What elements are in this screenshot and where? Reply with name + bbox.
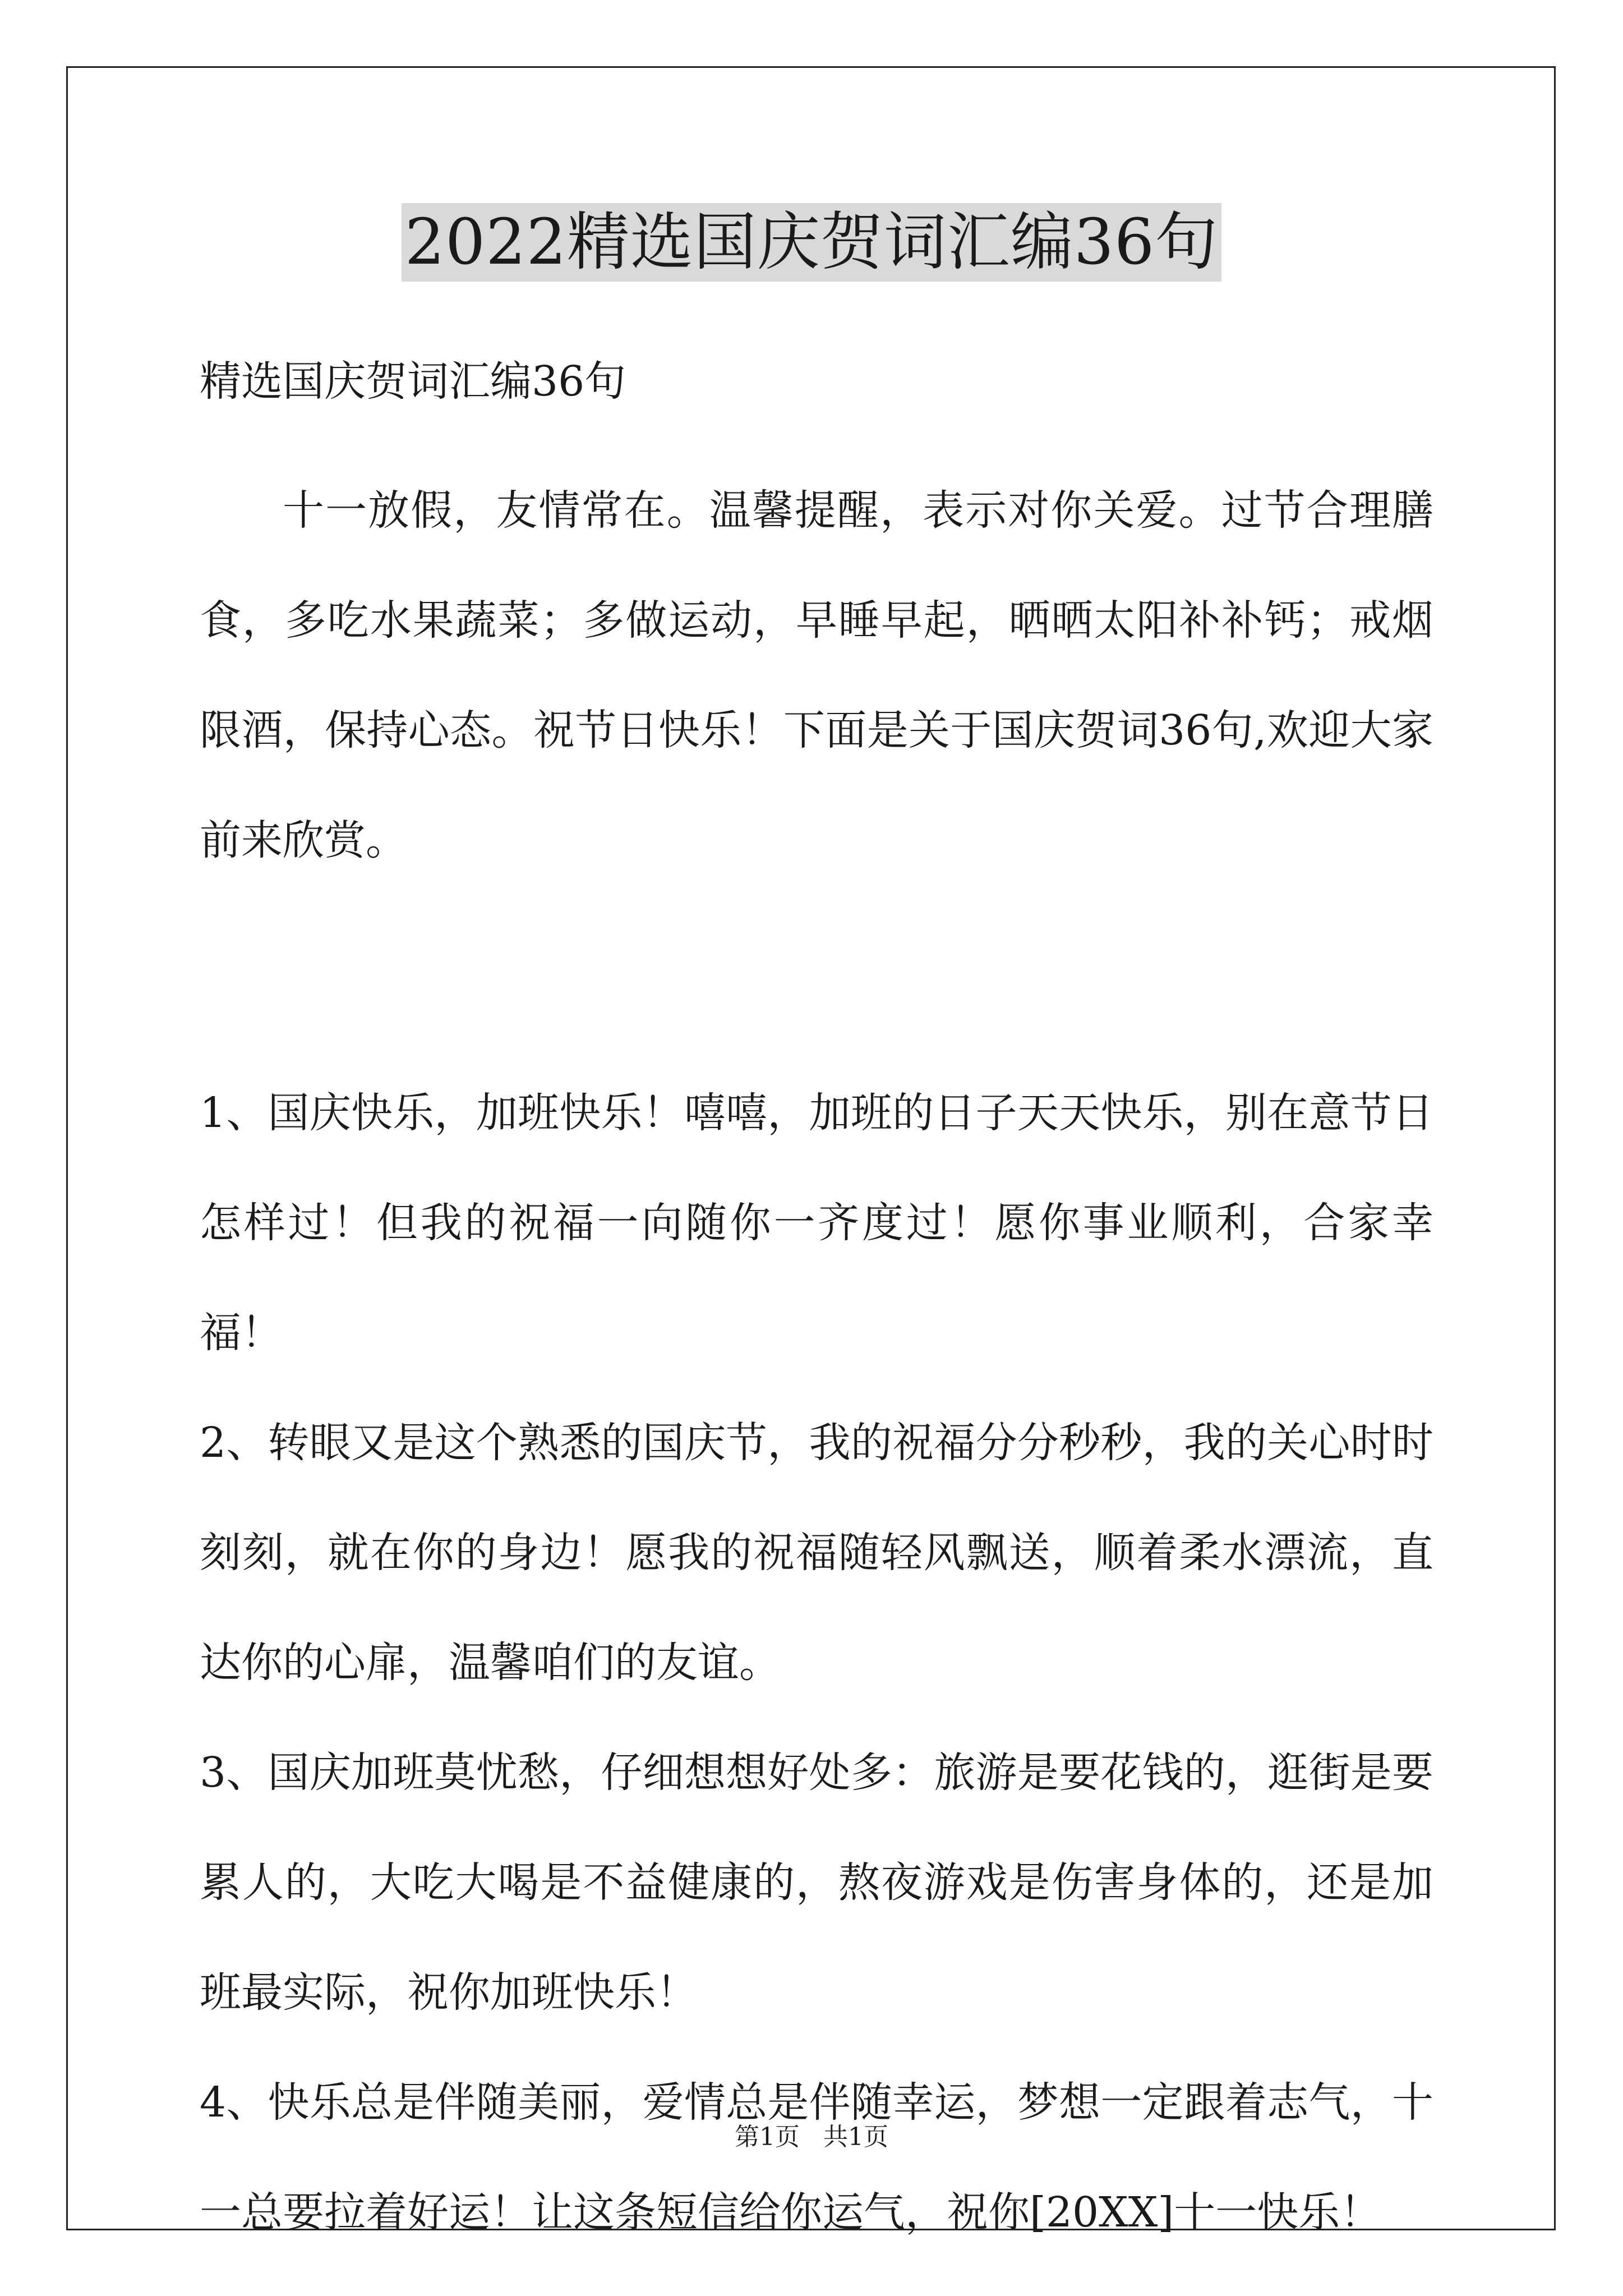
page-footer: 第1页 共1页 <box>735 2123 888 2151</box>
greeting-item-1: 1、国庆快乐，加班快乐！嘻嘻，加班的日子天天快乐，别在意节日怎样过！但我的祝福一向随你一齐度过！愿你事业顺利，合家幸福！ <box>200 1089 1433 1357</box>
greeting-item-2: 2、转眼又是这个熟悉的国庆节，我的祝福分分秒秒，我的关心时时刻刻，就在你的身边！愿我的祝福随轻风飘送，顺着柔水漂流，直达你的心扉，温馨咱们的友谊。 <box>200 1419 1433 1687</box>
document-body <box>200 348 1433 2267</box>
greeting-item-3: 3、国庆加班莫忧愁，仔细想想好处多：旅游是要花钱的，逛街是要累人的，大吃大喝是不益健康的，熬夜游戏是伤害身体的，还是加班最实际，祝你加班快乐！ <box>200 1749 1433 2017</box>
document-subtitle: 精选国庆贺词汇编36句 <box>200 357 626 406</box>
title-container <box>0 203 1623 282</box>
document-title: 2022精选国庆贺词汇编36句 <box>402 203 1222 282</box>
intro-paragraph: 十一放假，友情常在。温馨提醒，表示对你关爱。过节合理膳食，多吃水果蔬菜；多做运动，早睡早起，晒晒太阳补补钙；戒烟限酒，保持心态。祝节日快乐！下面是关于国庆贺词36句,欢迎大家前来欣赏。 <box>200 486 1433 864</box>
section-spacer <box>200 895 1433 1058</box>
greeting-item-4: 4、快乐总是伴随美丽，爱情总是伴随幸运，梦想一定跟着志气，十一总要拉着好运！让这条短信给你运气，祝你[20XX]十一快乐！ <box>200 2078 1433 2237</box>
